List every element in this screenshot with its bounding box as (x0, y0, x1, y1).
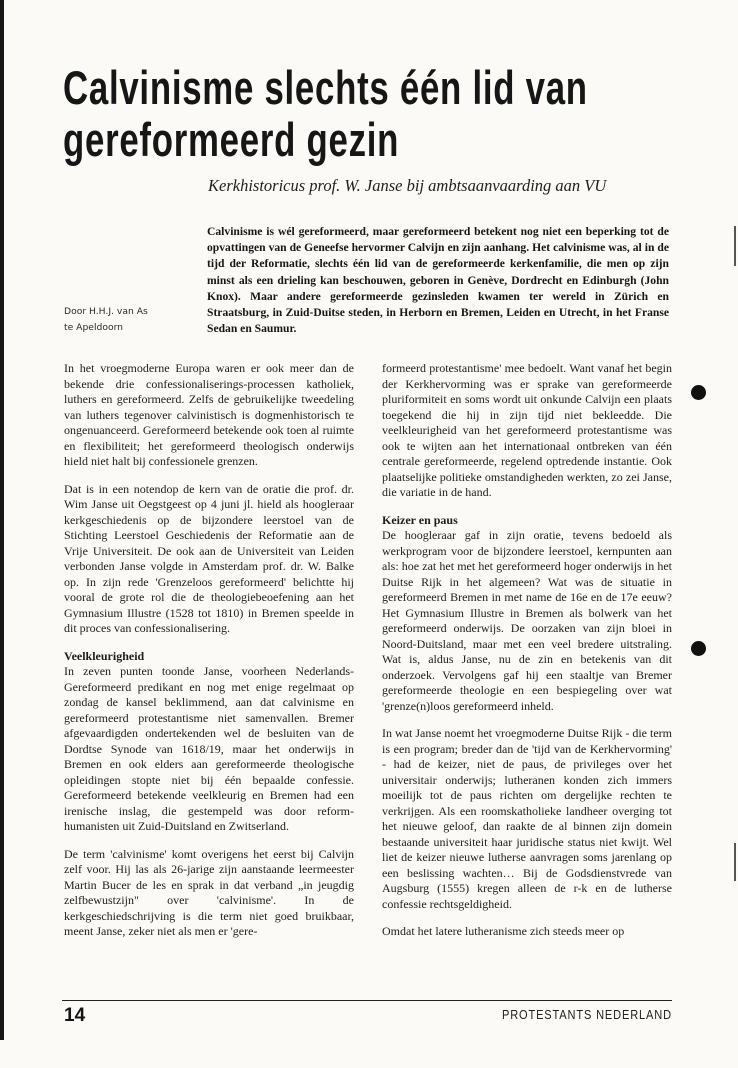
section-heading: Keizer en paus (382, 512, 458, 527)
article-subtitle: Kerkhistoricus prof. W. Janse bij ambtsaanvaarding aan VU (208, 176, 607, 195)
binder-hole-top (691, 385, 706, 400)
article-title (63, 61, 588, 166)
title-line-2: gereformeerd gezin (63, 113, 400, 166)
lead-paragraph: Calvinisme is wél gereformeerd, maar gereformeerd betekent nog niet een beperking tot de opvattingen van de Geneefse hervormer Calvijn en zijn aanhang. Het calvinisme was, al in de tijd der Reformatie, slechts één lid van de gereformeerde kerkenfamilie, die men op zijn minst als een drieling kan beschouwen, geboren in Genève, Dordrecht en Edinburgh (John Knox). Maar andere gereformeerde gezinsleden kwamen ter wereld in Zürich en Straatsburg, in Zuid-Duitse steden, in Herborn en Bremen, Leiden en Utrecht, in het Franse Sedan en Saumur. (207, 225, 669, 336)
paragraph: In wat Janse noemt het vroegmoderne Duitse Rijk - die term is een program; breder dan de 'tijd van de Kerkhervorming' - had de keizer, niet de paus, de privileges over het universitair onderwijs; lutheranen konden zich immers moeilijk tot de paus richten om dergelijke rechten te verkrijgen. Als een roomskatholieke landheer overging tot het nieuwe geloof, dan raakte de al binnen zijn domein bestaande universiteit haar juridische status niet kwijt. Wel liet de keizer nieuwe lutherse aanvragen soms jarenlang op een beslissing wachten… Bij de Godsdienstvrede van Augsburg (1555) kregen alleen de r-k en de lutherse confessie rechtsgeldigheid. (382, 726, 672, 911)
scan-mark-bottom (734, 843, 736, 881)
binder-hole-bottom (691, 641, 706, 656)
scan-mark-top (734, 226, 736, 266)
title-line-1: Calvinisme slechts één lid van (63, 61, 588, 114)
section-heading: Veelkleurigheid (64, 648, 145, 663)
paragraph: Omdat het latere lutheranisme zich steeds meer op (382, 924, 625, 938)
paragraph: In het vroegmoderne Europa waren er ook meer dan de bekende drie confessionaliserings-processen katholiek, luthers en gereformeerd. Zelfs de gebruikelijke tweedeling van luthers tegenover calvinistisch is dogmenhistorisch te ongenuanceerd. Gereformeerd betekende ook toen al ruimte en flexibiliteit; het gereformeerd theologisch onderwijs hield niet halt bij confessionele grenzen. (64, 361, 354, 468)
paragraph: In zeven punten toonde Janse, voorheen Nederlands-Gereformeerd predikant en nog met enige regelmaat op zondag de kansel beklimmend, aan dat calvinisme en gereformeerd protestantisme niet samenvallen. Bremer afgevaardigden ondertekenden wel de besluiten van de Dordtse Synode van 1618/19, maar het onderwijs in Bremen en ook elders aan gereformeerde theologische opleidingen stopte niet bij één bepaalde confessie. Gereformeerd betekende veelkleurig en Bremen had een irenische inslag, die gestempeld was door reform-humanisten uit Zuid-Duitsland en Zwitserland. (64, 664, 354, 833)
paragraph: De hoogleraar gaf in zijn oratie, tevens bedoeld als werkprogram voor de bijzondere leerstoel, kernpunten aan als: hoe zat het met het gereformeerd hoger onderwijs in het Duitse Rijk in het algemeen? Wat was de situatie in gereformeerd Bremen in met name de 16e en de 17e eeuw? Het Gymnasium Illustre in Bremen als bolwerk van het gereformeerd onderwijs. De oorzaken van zijn bloei in Noord-Duitsland, maar met een veel bredere uitstraling. Wat is, aldus Janse, nu de zin en betekenis van dit onderzoek. Vervolgens gaf hij een staaltje van Bremer gereformeerde theologie en een bespiegeling over wat 'grenze(n)loos gereformeerd inheld. (382, 528, 672, 713)
footer-rule (62, 1000, 672, 1001)
byline-author: Door H.H.J. van As (64, 306, 148, 317)
paragraph: formeerd protestantisme' mee bedoelt. Want vanaf het begin der Kerkhervorming was er sprake van gereformeerde pluriformiteit en soms wordt uit onkunde Calvijn een plaats toegekend die hij in zijn tijd niet bekleedde. Die veelkleurigheid van het gereformeerd protestantisme was ook te wijten aan het internationaal ontbreken van één centrale gereformeerde, regelend optredende instantie. Ook plaatselijke politieke omstandigheden werkten, zo zei Janse, die variatie in de hand. (382, 361, 672, 499)
byline-location: te Apeldoorn (64, 321, 124, 333)
paragraph: De term 'calvinisme' komt overigens het eerst bij Calvijn zelf voor. Hij las als 26-jarige zijn aanstaande leermeester Martin Bucer de les en sprak in dat verband „in jeugdig zelfbewustzijn" over 'calvinisme'. In de kerkgeschiedschrijving is die term niet goed bruikbaar, meent Janse, zeker niet als men er 'gere- (64, 846, 354, 938)
paragraph: Dat is in een notendop de kern van de oratie die prof. dr. Wim Janse uit Oegstgeest op 4 juni jl. hield als hoogleraar kerkgeschiedenis op de bijzondere leerstoel van de Stichting Leerstoel Geschiedenis der Reformatie aan de Vrije Universiteit. De ook aan de Universiteit van Leiden verbonden Janse volgde in Amsterdam prof. dr. W. Balke op. In zijn rede 'Grenzeloos gereformeerd' belichtte hij vooral de grote rol die de theologiebeoefening aan het Gymnasium Illustre (1528 tot 1810) in Bremen speelde in dit proces van confessionalisering. (64, 481, 354, 635)
scan-edge-bar (0, 0, 4, 1040)
left-column (64, 361, 354, 952)
right-column (382, 361, 672, 952)
byline (64, 304, 194, 335)
page-number: 14 (64, 1005, 86, 1026)
publication-name: PROTESTANTS NEDERLAND (502, 1007, 672, 1022)
